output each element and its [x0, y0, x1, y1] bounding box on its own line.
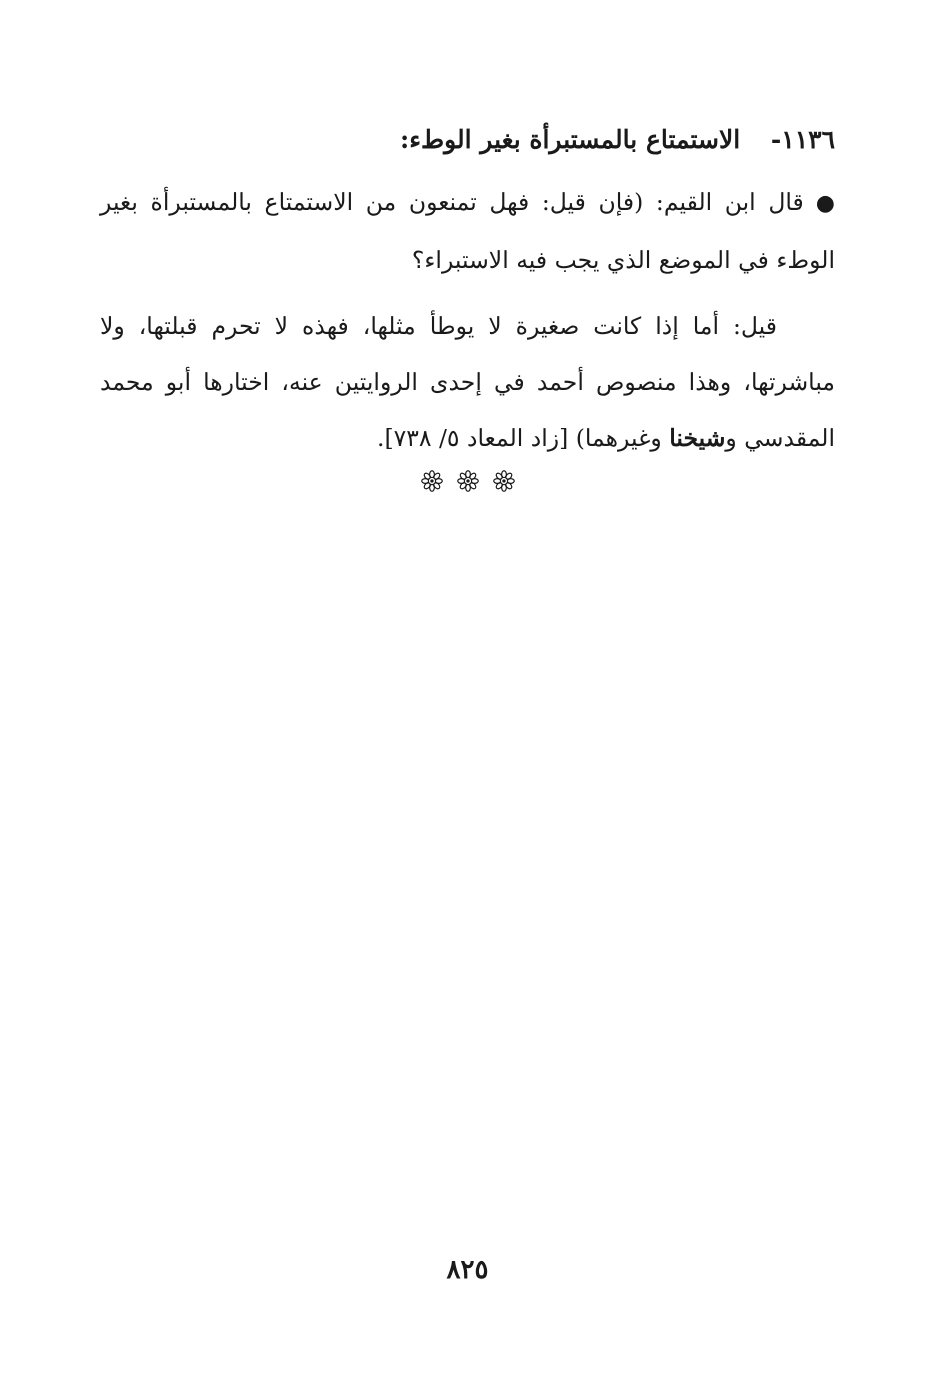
quote-text: قال ابن القيم: (فإن قيل: فهل تمنعون من الاستمتاع بالمستبرأة بغير الوطء في الموضع الذي يجب فيه الاستبراء؟ — [100, 188, 835, 274]
page-content — [100, 114, 835, 466]
page-number: ٨٢٥ — [446, 1255, 489, 1285]
flower-ornament-icon — [493, 470, 515, 492]
flower-ornament-icon — [421, 470, 443, 492]
bullet-icon: ● — [815, 191, 835, 216]
section-number: ١١٣٦- — [770, 125, 835, 154]
section-heading — [100, 114, 835, 166]
quote-paragraph — [100, 174, 835, 288]
ornament-separator — [0, 470, 935, 496]
answer-text-end: وغيرهما) [زاد المعاد ٥/ ٧٣٨]. — [377, 424, 670, 452]
answer-bold-term: شيخنا — [669, 424, 726, 452]
answer-text-start: قيل: أما إذا كانت صغيرة لا يوطأ مثلها، فهذه لا تحرم قبلتها، ولا مباشرتها، وهذا منصوص أحمد في إحدى الروايتين عنه، اختارها أبو محمد المقدسي و — [100, 312, 835, 452]
flower-ornament-icon — [457, 470, 479, 492]
answer-paragraph — [100, 298, 835, 466]
section-title: الاستمتاع بالمستبرأة بغير الوطء: — [400, 125, 741, 154]
